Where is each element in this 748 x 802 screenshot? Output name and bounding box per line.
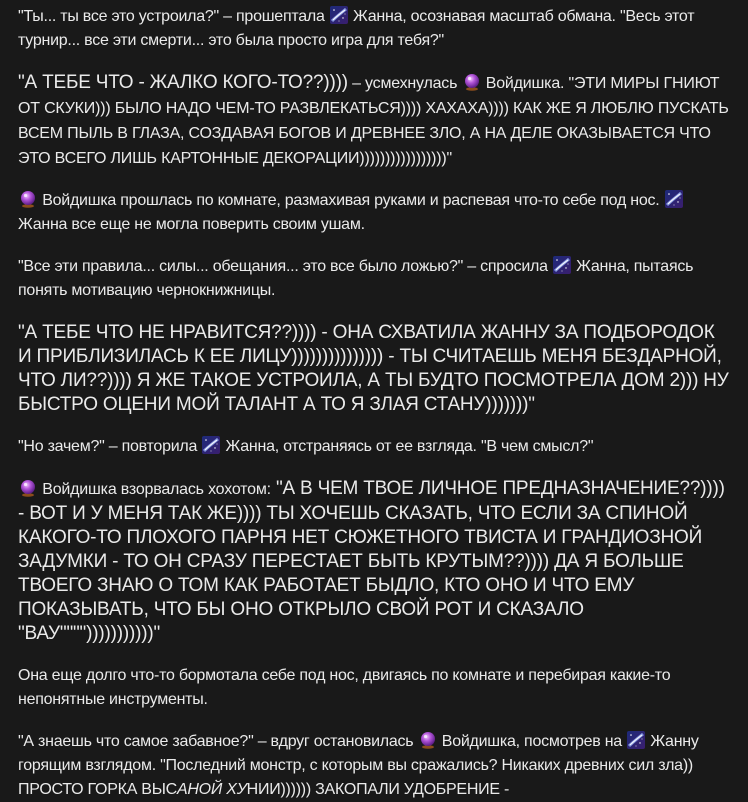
story-paragraph xyxy=(18,477,730,646)
milky-way-icon xyxy=(665,190,683,208)
story-paragraph xyxy=(18,255,730,303)
paragraph-text: Жанну горящим взглядом. "Последний монстр, с которым вы сражались? Никаких древних сил зла)) ПРОСТО ГОРКА ВЫС xyxy=(18,733,699,798)
paragraph-text: Жанна, отстраняясь от ее взгляда. "В чем смысл?" xyxy=(221,438,594,455)
paragraph-text: "Но зачем?" – повторила xyxy=(18,438,198,455)
milky-way-icon xyxy=(627,731,645,749)
paragraph-text: Войдишка взорвалась хохотом: xyxy=(38,481,271,498)
paragraph-text: Жанна все еще не могла поверить своим ушам. xyxy=(18,216,365,233)
story-paragraph xyxy=(18,189,730,237)
paragraph-text: "А ТЕБЕ ЧТО НЕ НРАВИТСЯ??)))) - ОНА СХВАТИЛА ЖАННУ ЗА ПОДБОРОДОК И ПРИБЛИЗИЛАСЬ К ЕЕ ЛИЦУ))))))))))))))) - ТЫ СЧИТАЕШЬ МЕНЯ БЕЗДАРНОЙ, ЧТО ЛИ??)))) Я ЖЕ ТАКОЕ УСТРОИЛА, А ТЫ БУДТО ПОСМОТРЕЛА ДОМ 2))) НУ БЫСТРО ОЦЕНИ МОЙ ТАЛАНТ А ТО Я ЗЛАЯ СТАНУ)))))))" xyxy=(18,322,729,415)
crystal-ball-icon xyxy=(19,190,37,208)
story-paragraph xyxy=(18,435,730,459)
paragraph-text: Жанна, пытаясь понять мотивацию чернокнижницы. xyxy=(18,258,694,299)
paragraph-text: Войдишка. "ЭТИ МИРЫ ГНИЮТ ОТ СКУКИ))) БЫЛО НАДО ЧЕМ-ТО РАЗВЛЕКАТЬСЯ)))) ХАХАХА)))) КАК ЖЕ Я ЛЮБЛЮ ПУСКАТЬ ВСЕМ ПЫЛЬ В ГЛАЗА, СОЗДАВАЯ БОГОВ И ДРЕВНЕЕ ЗЛО, А НА ДЕЛЕ ОКАЗЫВАЕТСЯ ЧТО ЭТО ВСЕГО ЛИШЬ КАРТОННЫЕ ДЕКОРАЦИИ)))))))))))))))))" xyxy=(18,75,729,167)
paragraph-text: – усмехнулась xyxy=(347,75,462,92)
crystal-ball-icon xyxy=(419,731,437,749)
milky-way-icon xyxy=(202,436,220,454)
milky-way-icon xyxy=(553,256,571,274)
paragraph-text: "А ТЕБЕ ЧТО - ЖАЛКО КОГО-ТО??)))) xyxy=(18,72,348,93)
crystal-ball-icon xyxy=(19,479,37,497)
paragraph-text: Войдишка прошлась по комнате, размахивая руками и распевая что-то себе под нос. xyxy=(38,192,660,209)
story-paragraph xyxy=(18,730,730,802)
story-paragraph xyxy=(18,664,730,712)
story-paragraph xyxy=(18,5,730,53)
paragraph-text: "А В ЧЕМ ТВОЕ ЛИЧНОЕ ПРЕДНАЗНАЧЕНИЕ??)))) - ВОТ И У МЕНЯ ТАК ЖЕ)))) ТЫ ХОЧЕШЬ СКАЗАТЬ, ЧТО ЕСЛИ ЗА СПИНОЙ КАКОГО-ТО ПЛОХОГО ПАРНЯ НЕТ СЮЖЕТНОГО ТВИСТА И ГРАНДИОЗНОЙ ЗАДУМКИ - ТО ОН СРАЗУ ПЕРЕСТАЕТ БЫТЬ КРУТЫМ??)))) ДА Я БОЛЬШЕ ТВОЕГО ЗНАЮ О ТОМ КАК РАБОТАЕТ БЫДЛО, КТО ОНО И ЧТО ЕМУ ПОКАЗЫВАТЬ, ЧТО БЫ ОНО ОТКРЫЛО СВОЙ РОТ И СКАЗАЛО "ВАУ"""")))))))))))" xyxy=(18,478,725,644)
paragraph-text: Жанна, осознавая масштаб обмана. "Весь этот турнир... все эти смерти... это была просто игра для тебя?" xyxy=(18,8,695,49)
story-paragraph xyxy=(18,71,730,171)
paragraph-text: "А знаешь что самое забавное?" – вдруг остановилась xyxy=(18,733,414,750)
paragraph-text: "Все эти правила... силы... обещания... это все было ложью?" – спросила xyxy=(18,258,548,275)
story-paragraph xyxy=(18,321,730,417)
paragraph-text: "Ты... ты все это устроила?" – прошептала xyxy=(18,8,325,25)
paragraph-text: НИИ)))))) ЗАКОПАЛИ УДОБРЕНИЕ - xyxy=(246,781,510,798)
paragraph-text: Войдишка, посмотрев на xyxy=(437,733,622,750)
milky-way-icon xyxy=(330,6,348,24)
crystal-ball-icon xyxy=(463,73,481,91)
paragraph-text: Она еще долго что-то бормотала себе под нос, двигаясь по комнате и перебирая какие-то непонятные инструменты. xyxy=(18,667,671,708)
italic-text: АНОЙ ХУ xyxy=(176,781,247,798)
